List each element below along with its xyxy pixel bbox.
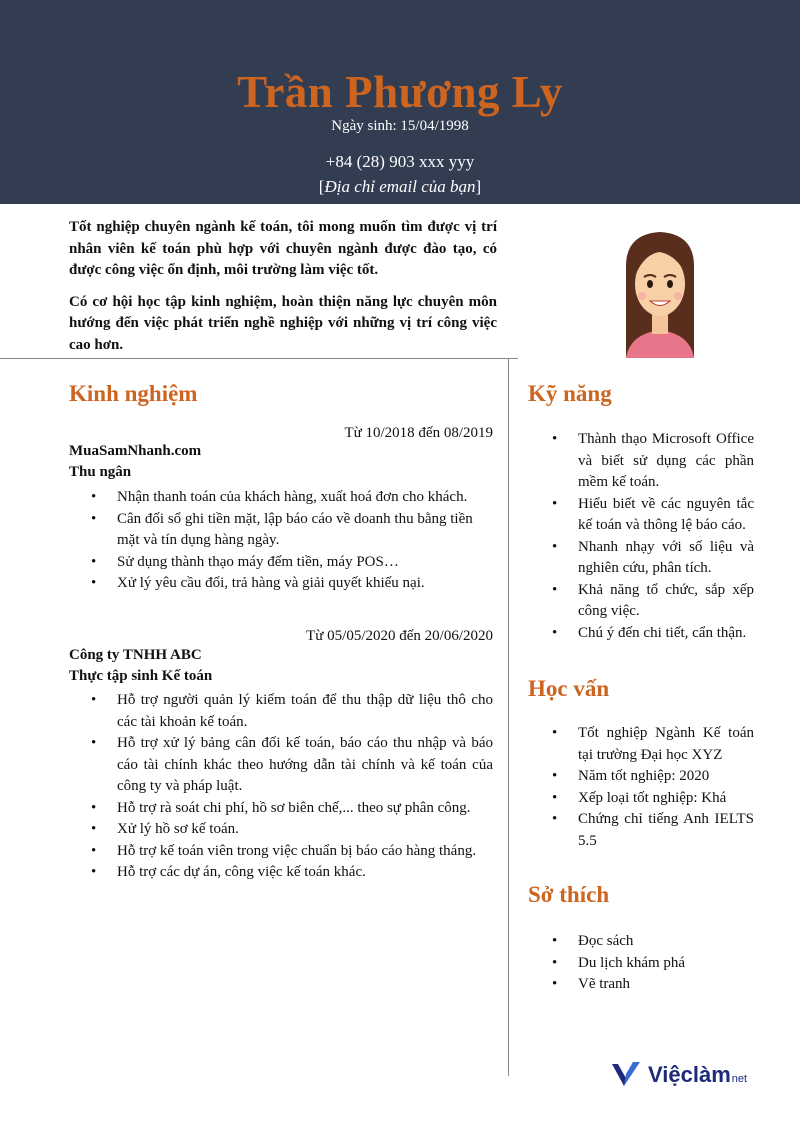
section-title-hobbies: Sở thích <box>528 882 610 907</box>
bracket-open: [ <box>318 177 325 196</box>
list-item: • Hỗ trợ rà soát chi phí, hồ sơ biên chế,... theo sự phân công. <box>69 798 493 820</box>
list-item: • Khả năng tổ chức, sắp xếp công việc. <box>530 580 754 623</box>
list-item: • Sử dụng thành thạo máy đếm tiền, máy POS… <box>69 552 493 574</box>
objective-paragraph: Tốt nghiệp chuyên ngành kế toán, tôi mong muốn tìm được vị trí nhân viên kế toán phù hợp với chuyên ngành được đào tạo, có được công việc ổn định, môi trường làm việc tốt. <box>69 219 497 278</box>
job-role: Thực tập sinh Kế toán <box>69 668 213 684</box>
list-item: • Chú ý đến chi tiết, cẩn thận. <box>530 623 754 645</box>
list-item: • Hỗ trợ các dự án, công việc kế toán khác. <box>69 862 493 884</box>
avatar <box>560 206 758 358</box>
divider-vertical <box>508 358 509 1076</box>
list-item: • Hiểu biết về các nguyên tắc kế toán và thông lệ báo cáo. <box>530 494 754 537</box>
date-of-birth: Ngày sinh: 15/04/1998 <box>331 118 469 134</box>
job-duties-list <box>69 690 493 884</box>
email-placeholder <box>0 177 800 197</box>
list-item: • Du lịch khám phá <box>530 953 754 975</box>
logo-text: Việclàm <box>648 1062 731 1087</box>
list-item: • Chứng chỉ tiếng Anh IELTS 5.5 <box>530 809 754 852</box>
job-duties-list <box>69 487 493 595</box>
bracket-close: ] <box>475 177 482 196</box>
section-title-skills: Kỹ năng <box>528 381 612 406</box>
job-company: Công ty TNHH ABC <box>69 647 202 663</box>
list-item: • Xử lý yêu cầu đổi, trả hàng và giải quyết khiếu nại. <box>69 573 493 595</box>
education-list <box>530 723 754 852</box>
section-title-experience: Kinh nghiệm <box>69 381 198 406</box>
list-item: • Hỗ trợ xử lý bảng cân đối kế toán, báo cáo thu nhập và báo cáo tài chính khác theo hướng dẫn tài chính và kế toán của công ty và pháp luật. <box>69 733 493 798</box>
career-objective <box>69 217 497 366</box>
job-date: Từ 10/2018 đến 08/2019 <box>344 425 493 441</box>
list-item: • Hỗ trợ người quản lý kiểm toán để thu thập dữ liệu thô cho các tài khoản kế toán. <box>69 690 493 733</box>
list-item: • Vẽ tranh <box>530 974 754 996</box>
vieclam-logo-icon <box>612 1062 642 1088</box>
job-date: Từ 05/05/2020 đến 20/06/2020 <box>306 628 493 644</box>
list-item: • Tốt nghiệp Ngành Kế toán tại trường Đại học XYZ <box>530 723 754 766</box>
list-item: • Hỗ trợ kế toán viên trong việc chuẩn bị báo cáo hàng tháng. <box>69 841 493 863</box>
divider-horizontal <box>0 358 518 359</box>
job-role: Thu ngân <box>69 464 132 480</box>
job-company: MuaSamNhanh.com <box>69 443 202 459</box>
list-item: • Năm tốt nghiệp: 2020 <box>530 766 754 788</box>
section-title-education: Học vấn <box>528 676 610 701</box>
list-item: • Đọc sách <box>530 931 754 953</box>
phone-number: +84 (28) 903 xxx yyy <box>325 152 475 171</box>
list-item: • Cân đối sổ ghi tiền mặt, lập báo cáo về doanh thu bằng tiền mặt và tín dụng hàng ngày. <box>69 509 493 552</box>
candidate-name: Trần Phương Ly <box>237 67 563 117</box>
email-text: Địa chỉ email của bạn <box>324 177 476 196</box>
objective-paragraph: Có cơ hội học tập kinh nghiệm, hoàn thiện năng lực chuyên môn hướng đến việc phát triển nghề nghiệp với những vị trí công việc cao hơn. <box>69 293 497 353</box>
list-item: • Nhanh nhạy với số liệu và nghiên cứu, phân tích. <box>530 537 754 580</box>
list-item: • Thành thạo Microsoft Office và biết sử dụng các phần mềm kế toán. <box>530 429 754 494</box>
list-item: • Xếp loại tốt nghiệp: Khá <box>530 788 754 810</box>
hobbies-list <box>530 931 754 996</box>
vieclam-logo <box>612 1062 747 1088</box>
logo-suffix: net <box>731 1073 748 1085</box>
skills-list <box>530 429 754 644</box>
list-item: • Nhận thanh toán của khách hàng, xuất hoá đơn cho khách. <box>69 487 493 509</box>
list-item: • Xử lý hồ sơ kế toán. <box>69 819 493 841</box>
